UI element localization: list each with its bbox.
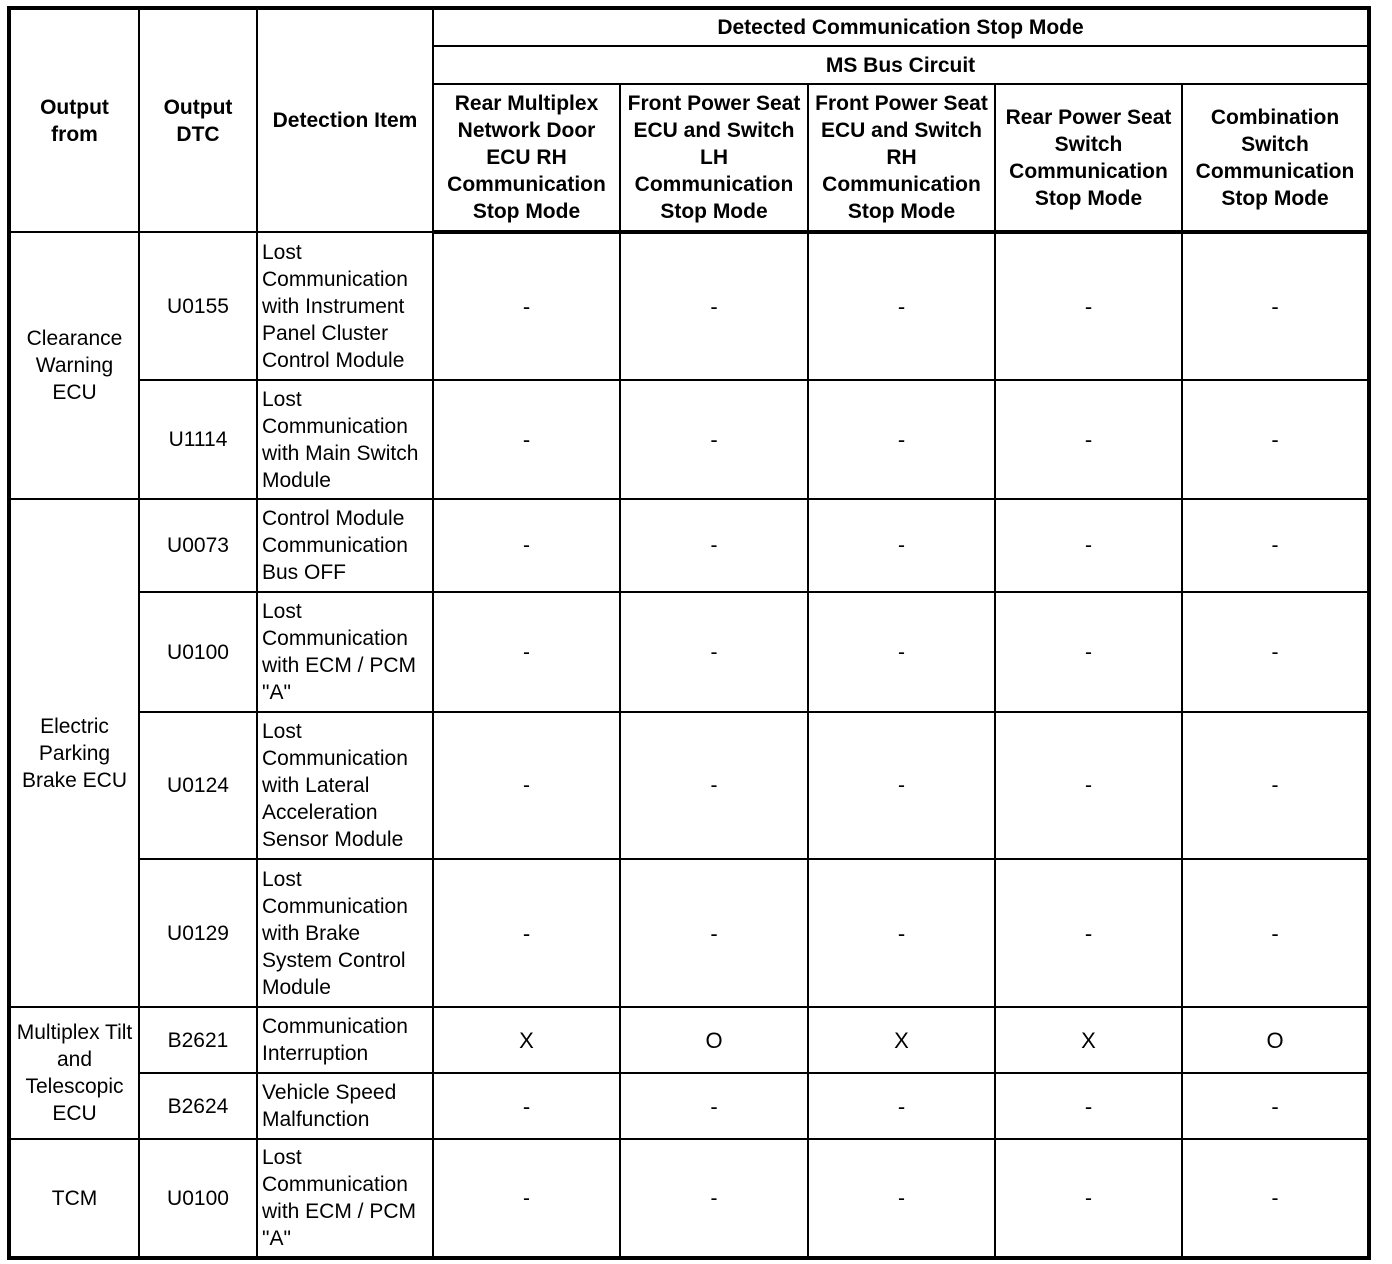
mode-mark-cell: - [433,1073,620,1139]
mode-mark-cell: - [620,1139,808,1258]
mode-mark-cell: - [1182,380,1369,499]
detection-item-cell: Lost Communication with Instrument Panel Cluster Control Module [257,232,433,380]
mode-mark-cell: - [1182,712,1369,859]
detection-item-cell: Lost Communication with Lateral Acceleration Sensor Module [257,712,433,859]
mode-mark-cell: - [808,232,995,380]
mode-mark-cell: X [808,1007,995,1073]
mode-mark-cell: - [620,712,808,859]
header-output-from: Output from [9,8,139,232]
mode-mark-cell: - [808,1073,995,1139]
mode-mark-cell: O [620,1007,808,1073]
mode-mark-cell: - [808,592,995,712]
mode-mark-cell: - [1182,499,1369,592]
mode-mark-cell: O [1182,1007,1369,1073]
header-mode-1: Rear Multiplex Network Door ECU RH Communication Stop Mode [433,84,620,232]
mode-mark-cell: - [995,712,1182,859]
mode-mark-cell: - [620,499,808,592]
mode-mark-cell: - [1182,592,1369,712]
mode-mark-cell: X [433,1007,620,1073]
detection-item-cell: Lost Communication with ECM / PCM "A" [257,1139,433,1258]
table-row [9,1139,1369,1258]
mode-mark-cell: - [995,232,1182,380]
mode-mark-cell: - [433,380,620,499]
mode-mark-cell: - [620,380,808,499]
table-row [9,380,1369,499]
header-detection-item: Detection Item [257,8,433,232]
mode-mark-cell: - [433,592,620,712]
table-row [9,1073,1369,1139]
detection-item-cell: Control Module Communication Bus OFF [257,499,433,592]
mode-mark-cell: - [995,499,1182,592]
table-row [9,232,1369,380]
dtc-cell: B2624 [139,1073,257,1139]
table-row [9,859,1369,1007]
mode-mark-cell: - [808,1139,995,1258]
mode-mark-cell: - [995,380,1182,499]
mode-mark-cell: - [995,1073,1182,1139]
detection-item-cell: Communication Interruption [257,1007,433,1073]
table-row [9,1007,1369,1073]
header-detected-mode: Detected Communication Stop Mode [433,8,1369,46]
dtc-cell: U0155 [139,232,257,380]
detection-item-cell: Lost Communication with Brake System Control Module [257,859,433,1007]
mode-mark-cell: - [808,499,995,592]
mode-mark-cell: - [433,1139,620,1258]
mode-mark-cell: - [1182,1139,1369,1258]
dtc-cell: U0100 [139,1139,257,1258]
dtc-cell: U0100 [139,592,257,712]
dtc-detection-table [7,6,1371,1260]
output-from-cell: TCM [9,1139,139,1258]
mode-mark-cell: - [1182,1073,1369,1139]
detection-item-cell: Lost Communication with ECM / PCM "A" [257,592,433,712]
header-mode-4: Rear Power Seat Switch Communication Stop Mode [995,84,1182,232]
header-mode-5: Combination Switch Communication Stop Mode [1182,84,1369,232]
mode-mark-cell: - [433,712,620,859]
dtc-cell: U0073 [139,499,257,592]
output-from-cell: Clearance Warning ECU [9,232,139,499]
mode-mark-cell: - [1182,859,1369,1007]
mode-mark-cell: - [620,1073,808,1139]
mode-mark-cell: - [620,232,808,380]
mode-mark-cell: - [808,712,995,859]
dtc-cell: U1114 [139,380,257,499]
header-mode-3: Front Power Seat ECU and Switch RH Communication Stop Mode [808,84,995,232]
mode-mark-cell: - [1182,232,1369,380]
mode-mark-cell: - [995,592,1182,712]
output-from-cell: Multiplex Tilt and Telescopic ECU [9,1007,139,1139]
table-row [9,499,1369,592]
detection-item-cell: Vehicle Speed Malfunction [257,1073,433,1139]
mode-mark-cell: - [995,859,1182,1007]
header-mode-2: Front Power Seat ECU and Switch LH Communication Stop Mode [620,84,808,232]
detection-item-cell: Lost Communication with Main Switch Module [257,380,433,499]
table-row [9,712,1369,859]
mode-mark-cell: - [433,859,620,1007]
mode-mark-cell: - [433,232,620,380]
mode-mark-cell: - [433,499,620,592]
header-output-dtc: Output DTC [139,8,257,232]
output-from-cell: Electric Parking Brake ECU [9,499,139,1007]
mode-mark-cell: - [808,380,995,499]
mode-mark-cell: - [808,859,995,1007]
dtc-cell: B2621 [139,1007,257,1073]
table-row [9,592,1369,712]
dtc-cell: U0124 [139,712,257,859]
mode-mark-cell: - [620,859,808,1007]
header-bus-circuit: MS Bus Circuit [433,46,1369,84]
mode-mark-cell: X [995,1007,1182,1073]
mode-mark-cell: - [995,1139,1182,1258]
dtc-cell: U0129 [139,859,257,1007]
mode-mark-cell: - [620,592,808,712]
